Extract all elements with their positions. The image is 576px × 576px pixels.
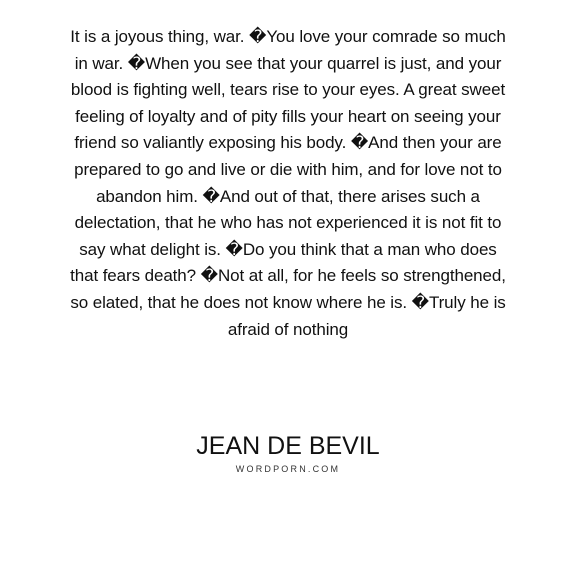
- quote-line: afraid of nothing: [227, 319, 349, 339]
- quote-line: blood is fighting well, tears rise to your eyes. A great sweet: [70, 80, 506, 100]
- quote-line: feeling of loyalty and of pity fills your heart on seeing your: [75, 106, 501, 126]
- quote-line: prepared to go and live or die with him, and for love not to: [74, 159, 502, 179]
- quote-text: [44, 24, 532, 343]
- quote-line: delectation, that he who has not experienced it is not fit to: [74, 213, 502, 233]
- quote-line: that fears death? �Not at all, for he feels so strengthened,: [70, 266, 506, 286]
- quote-line: It is a joyous thing, war. �You love your comrade so much: [70, 27, 506, 46]
- quote-line: say what delight is. �Do you think that a man who does: [79, 239, 497, 259]
- site-name: WORDPORN.COM: [235, 464, 341, 474]
- quote-line: so elated, that he does not know where he is. �Truly he is: [70, 292, 506, 312]
- author-name: JEAN DE BEVIL: [196, 432, 380, 460]
- quote-line: abandon him. �And out of that, there arises such a: [96, 186, 480, 206]
- quote-line: friend so valiantly exposing his body. �And then your are: [74, 133, 502, 153]
- quote-line: in war. �When you see that your quarrel is just, and your: [74, 53, 502, 73]
